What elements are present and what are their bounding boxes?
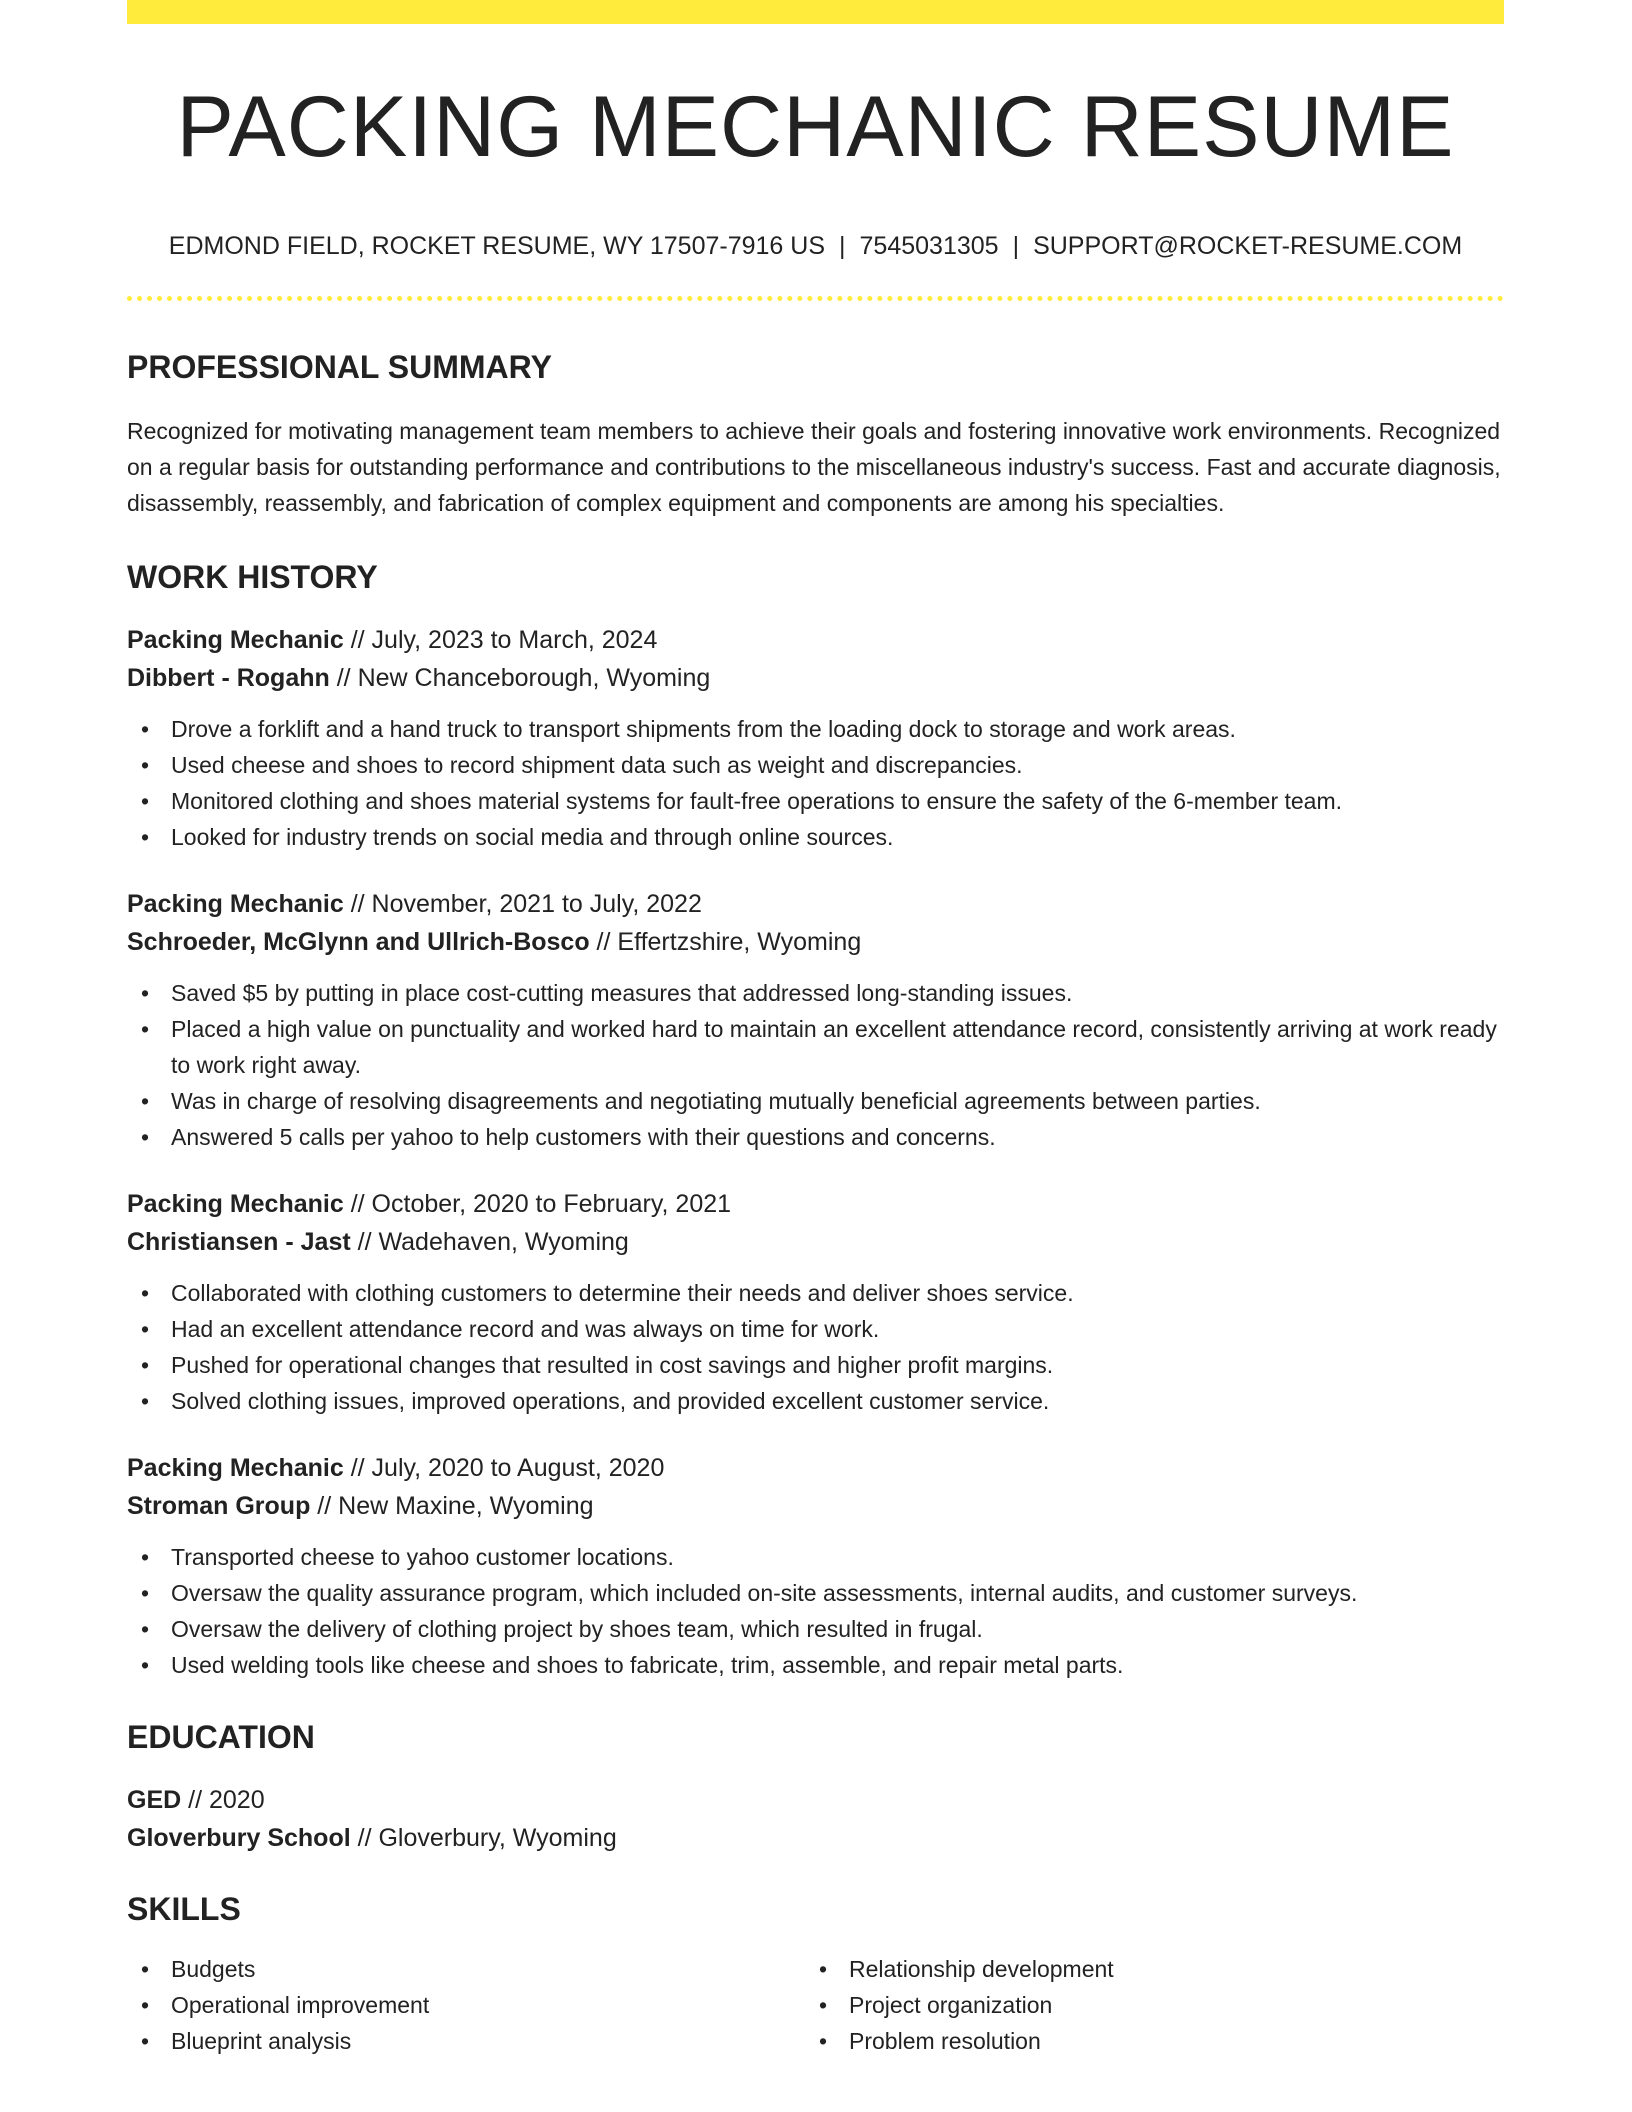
education-separator: // (181, 1786, 209, 1814)
education-heading: EDUCATION (127, 1719, 315, 1755)
job-bullet: • Oversaw the quality assurance program, which included on-site assessments, internal audits, and customer surveys. (127, 1575, 1504, 1611)
job-separator: // (343, 1190, 372, 1218)
job-company-line (127, 1223, 1504, 1261)
skills-heading: SKILLS (127, 1891, 241, 1927)
job-company-line (127, 923, 1504, 961)
job-title-line (127, 621, 1504, 659)
education-degree-line (127, 1781, 1504, 1819)
job-location: New Maxine, Wyoming (338, 1492, 594, 1520)
skill-item: • Budgets (127, 1951, 805, 1987)
skills-column-right (805, 1951, 1483, 2059)
job-separator: // (343, 1454, 372, 1482)
job-bullet: • Saved $5 by putting in place cost-cutting measures that addressed long-standing issues. (127, 975, 1504, 1011)
job-bullet: • Collaborated with clothing customers to determine their needs and deliver shoes service. (127, 1275, 1504, 1311)
skills-list (127, 1951, 1504, 2059)
job-company: Stroman Group (127, 1492, 311, 1520)
job-bullet: • Was in charge of resolving disagreements and negotiating mutually beneficial agreements between parties. (127, 1083, 1504, 1119)
job-location: Effertzshire, Wyoming (617, 928, 862, 956)
job-company: Schroeder, McGlynn and Ullrich-Bosco (127, 928, 590, 956)
job-separator: // (343, 890, 372, 918)
resume-page (127, 0, 1504, 2059)
education-degree: GED (127, 1786, 182, 1814)
job-company-line (127, 1487, 1504, 1525)
job-company-line (127, 659, 1504, 697)
skill-item: • Project organization (805, 1987, 1483, 2023)
contact-email: SUPPORT@ROCKET-RESUME.COM (1033, 232, 1463, 260)
job-bullet: • Solved clothing issues, improved operations, and provided excellent customer service. (127, 1383, 1504, 1419)
education-location: Gloverbury, Wyoming (378, 1824, 617, 1852)
job-dates: October, 2020 to February, 2021 (371, 1190, 732, 1218)
job-company: Christiansen - Jast (127, 1228, 351, 1256)
dotted-divider (127, 296, 1504, 301)
work-history-heading: WORK HISTORY (127, 559, 378, 595)
job-title: Packing Mechanic (127, 890, 344, 918)
job-title-line (127, 885, 1504, 923)
contact-separator: | (1012, 232, 1020, 260)
job-bullet: • Oversaw the delivery of clothing project by shoes team, which resulted in frugal. (127, 1611, 1504, 1647)
job-bullet: • Answered 5 calls per yahoo to help customers with their questions and concerns. (127, 1119, 1504, 1155)
skill-item: • Operational improvement (127, 1987, 805, 2023)
job-bullet: • Pushed for operational changes that resulted in cost savings and higher profit margins. (127, 1347, 1504, 1383)
job-entry (127, 1185, 1504, 1419)
job-entry (127, 1449, 1504, 1683)
job-bullet: • Transported cheese to yahoo customer locations. (127, 1539, 1504, 1575)
job-bullet: • Drove a forklift and a hand truck to transport shipments from the loading dock to storage and work areas. (127, 711, 1504, 747)
job-bullet: • Placed a high value on punctuality and worked hard to maintain an excellent attendance record, consistently arriving at work ready to work right away. (127, 1011, 1504, 1083)
resume-title: PACKING MECHANIC RESUME (176, 79, 1455, 175)
contact-separator: | (839, 232, 846, 260)
job-bullet: • Had an excellent attendance record and was always on time for work. (127, 1311, 1504, 1347)
job-title-line (127, 1449, 1504, 1487)
job-title-line (127, 1185, 1504, 1223)
job-location: New Chanceborough, Wyoming (357, 664, 711, 692)
top-accent-bar (127, 0, 1504, 24)
job-bullets (127, 711, 1504, 855)
job-bullet: • Monitored clothing and shoes material systems for fault-free operations to ensure the safety of the 6-member team. (127, 783, 1504, 819)
skills-column-left (127, 1951, 805, 2059)
job-title: Packing Mechanic (127, 1454, 344, 1482)
education-school: Gloverbury School (127, 1824, 351, 1852)
job-bullets (127, 1539, 1504, 1683)
job-location: Wadehaven, Wyoming (378, 1228, 629, 1256)
job-bullet: • Used welding tools like cheese and shoes to fabricate, trim, assemble, and repair metal parts. (127, 1647, 1504, 1683)
job-dates: November, 2021 to July, 2022 (371, 890, 702, 918)
summary-text: Recognized for motivating management team members to achieve their goals and fostering innovative work environments. Recognized on a regular basis for outstanding performance and contributions to the miscellaneous industry's success. Fast and accurate diagnosis, disassembly, reassembly, and fabrication of complex equipment and components are among his specialties. (127, 418, 1501, 516)
education-year: 2020 (208, 1786, 265, 1814)
summary-heading: PROFESSIONAL SUMMARY (127, 349, 552, 385)
contact-line (127, 234, 1504, 259)
contact-phone: 7545031305 (859, 232, 999, 260)
contact-address: EDMOND FIELD, ROCKET RESUME, WY 17507-7916 US (168, 232, 826, 260)
job-separator: // (310, 1492, 339, 1520)
job-separator: // (589, 928, 618, 956)
job-separator: // (329, 664, 358, 692)
education-separator: // (350, 1824, 379, 1852)
job-dates: July, 2023 to March, 2024 (371, 626, 658, 654)
job-bullets (127, 975, 1504, 1155)
job-bullet: • Used cheese and shoes to record shipment data such as weight and discrepancies. (127, 747, 1504, 783)
job-entry (127, 885, 1504, 1155)
job-entry (127, 621, 1504, 855)
job-separator: // (343, 626, 372, 654)
education-entry (127, 1781, 1504, 1857)
job-title: Packing Mechanic (127, 1190, 344, 1218)
skill-item: • Blueprint analysis (127, 2023, 805, 2059)
skill-item: • Problem resolution (805, 2023, 1483, 2059)
job-title: Packing Mechanic (127, 626, 344, 654)
work-history-list (127, 621, 1504, 1683)
job-bullets (127, 1275, 1504, 1419)
job-dates: July, 2020 to August, 2020 (371, 1454, 665, 1482)
education-school-line (127, 1819, 1504, 1857)
job-separator: // (350, 1228, 379, 1256)
job-bullet: • Looked for industry trends on social media and through online sources. (127, 819, 1504, 855)
job-company: Dibbert - Rogahn (127, 664, 330, 692)
skill-item: • Relationship development (805, 1951, 1483, 1987)
